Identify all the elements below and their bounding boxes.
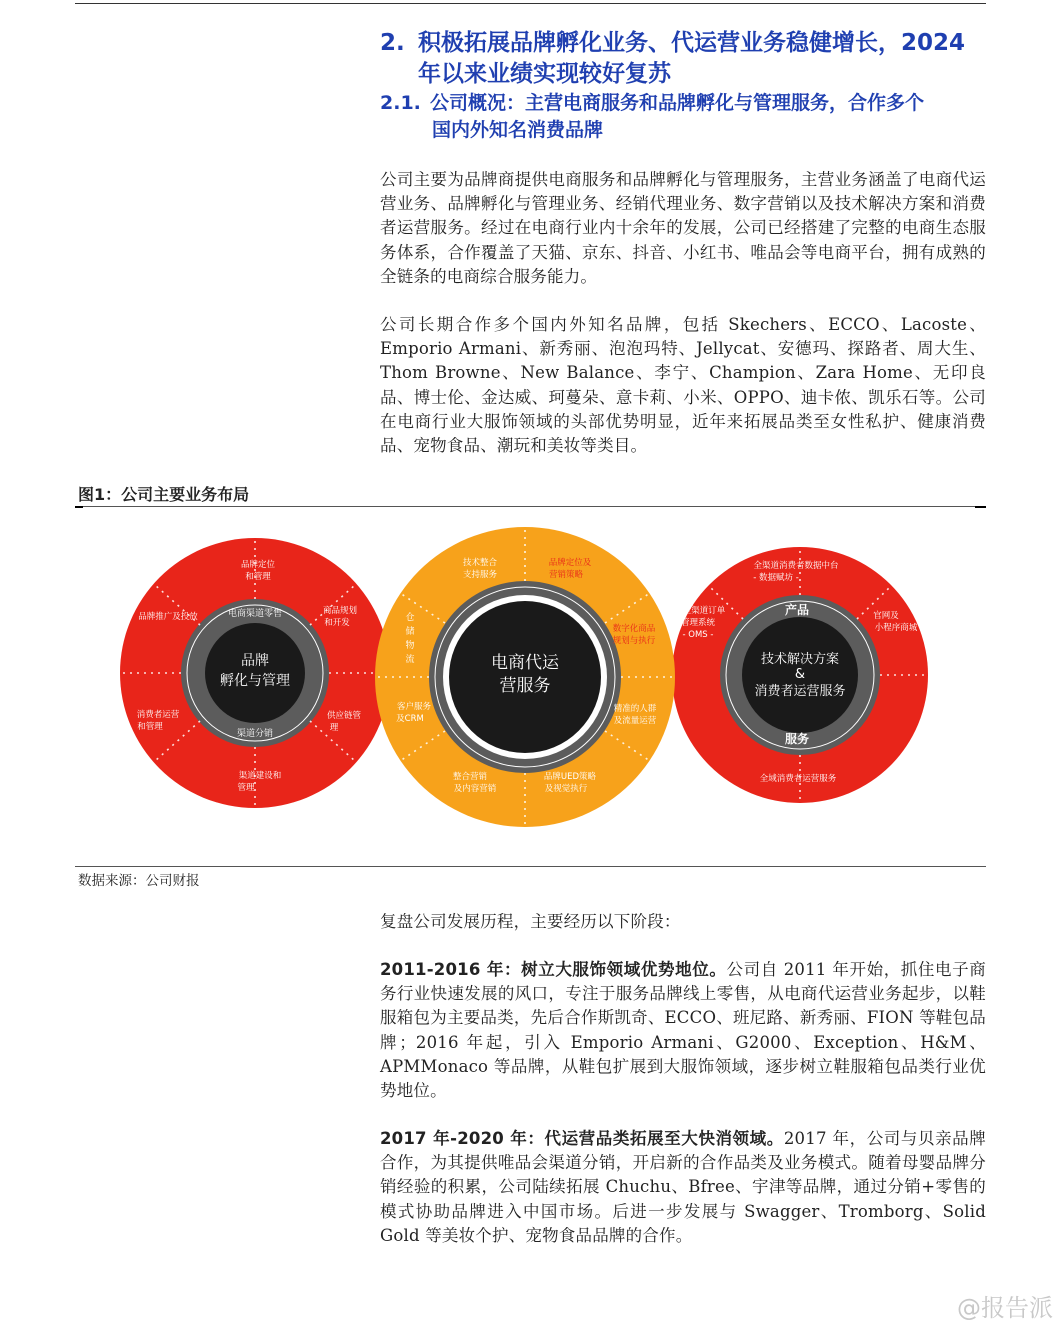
right-seg2-line3: - OMS - <box>682 630 714 640</box>
middle-center-line1: 电商代运 <box>491 653 559 673</box>
watermark: @报告派 <box>957 1294 1053 1322</box>
right-seg1-line1: 全渠道消费者数据中台 <box>753 561 839 571</box>
section-heading-line1: 积极拓展品牌孵化业务、代运营业务稳健增长，2024 <box>418 30 966 56</box>
middle-seg6-line1: 整合营销 <box>452 772 488 782</box>
brand-incubation-circle <box>120 538 390 808</box>
left-seg5-line1: 消费者运营 <box>136 710 180 720</box>
middle-seg7-line2: 及CRM <box>396 714 424 724</box>
left-seg1-line1: 品牌定位 <box>240 560 276 570</box>
source-rule <box>75 866 986 867</box>
middle-seg3-line1: 数字化商品 <box>612 624 656 634</box>
stage-2011-title: 2011-2016 年：树立大服饰领域优势地位。 <box>380 960 727 979</box>
section-number: 2. <box>380 30 405 56</box>
paragraph-stage-2017 <box>380 1127 986 1248</box>
ecommerce-operation-circle <box>375 527 675 827</box>
middle-seg2-line1: 品牌定位及 <box>548 558 592 568</box>
tech-solution-circle <box>672 547 928 803</box>
left-seg6: 品牌推广及投放 <box>138 612 198 622</box>
middle-ring-left-char2: 储 <box>405 627 415 637</box>
right-seg2-line1: 全渠道订单 <box>682 606 726 616</box>
left-seg2-line2: 和开发 <box>324 618 350 628</box>
right-center-line2: & <box>794 667 806 682</box>
left-seg3-line1: 供应链管 <box>326 711 362 721</box>
middle-seg2-line2: 营销策略 <box>548 570 584 580</box>
right-ring-top-label: 产品 <box>784 603 810 617</box>
middle-seg3-line2: 规划与执行 <box>612 636 656 646</box>
right-seg3-line2: 小程序商城 <box>874 623 918 633</box>
subsection-number: 2.1. <box>380 92 421 114</box>
right-seg3-line1: 官网及 <box>873 611 899 621</box>
section-heading <box>380 28 990 90</box>
paragraph-history-intro: 复盘公司发展历程，主要经历以下阶段： <box>380 912 681 931</box>
paragraph-brands: 公司长期合作多个国内外知名品牌，包括 Skechers、ECCO、Lacoste、Emporio Armani、新秀丽、泡泡玛特、Jellycat、安德玛、探路者、周大生、Thom Browne、New Balance、李宁、Champion、Zara Home、无印良品、博士伦、金达威、珂蔓朵、意卡莉、小米、OPPO、迪卡侬、凯乐石等。公司在电商行业大服饰领域的头部优势明显，近年来拓展品类至女性私护、健康消费品、宠物食品、潮玩和美妆等类目。 <box>380 315 986 456</box>
subsection-heading <box>380 90 990 144</box>
figure-title: 图1：公司主要业务布局 <box>78 485 250 504</box>
middle-center-line2: 营服务 <box>499 676 551 696</box>
figure-rule-cap-right <box>975 506 986 508</box>
left-seg3-line2: 理 <box>329 723 339 733</box>
middle-ring-left-char4: 流 <box>405 655 415 665</box>
stage-2017-body: 2017 年，公司与贝亲品牌合作，为其提供唯品会渠道分销，开启新的合作品类及业务模式。随着母婴品牌分销经验的积累，公司陆续拓展 Chuchu、Bfree、宇津等品牌，通过分销+零售的模式协助品牌进入中国市场。后进一步发展与 Swagger、Tromborg、Solid Gold 等美妆个护、宠物食品品牌的合作。 <box>380 1129 986 1245</box>
right-center-line3: 消费者运营服务 <box>754 684 846 699</box>
middle-ring-left-char3: 物 <box>405 641 415 651</box>
left-seg5-line2: 和管理 <box>137 722 163 732</box>
left-center-line1: 品牌 <box>241 653 269 669</box>
middle-seg1-line1: 技术整合 <box>462 558 498 568</box>
figure-rule-cap-left <box>75 506 83 508</box>
middle-seg5-line2: 及视觉执行 <box>544 784 588 794</box>
subsection-heading-line2: 国内外知名消费品牌 <box>432 119 604 141</box>
left-seg4-line2: 管理 <box>237 783 255 793</box>
right-seg2-line2: 管理系统 <box>680 618 716 628</box>
right-ring-bottom-label: 服务 <box>784 732 810 746</box>
figure-source: 数据来源：公司财报 <box>78 873 200 889</box>
right-seg1-line2: - 数据赋坊 - <box>753 573 799 583</box>
middle-seg4-line2: 及流量运营 <box>613 716 657 726</box>
right-center-line1: 技术解决方案 <box>760 652 840 667</box>
paragraph-stage-2011 <box>380 958 986 1103</box>
middle-seg7-line1: 客户服务 <box>396 702 432 712</box>
subsection-heading-line1: 公司概况：主营电商服务和品牌孵化与管理服务，合作多个 <box>430 92 925 114</box>
middle-seg4-line1: 精准的人群 <box>613 704 657 714</box>
business-layout-diagram <box>100 515 970 855</box>
stage-2017-title: 2017 年-2020 年：代运营品类拓展至大快消领域。 <box>380 1129 784 1148</box>
figure-rule <box>75 506 986 507</box>
right-seg4: 全域消费者运营服务 <box>759 774 837 784</box>
left-ring-bottom-label: 渠道分销 <box>236 729 274 739</box>
left-seg4-line1: 渠道建设和 <box>238 771 282 781</box>
left-center-line2: 孵化与管理 <box>220 673 290 689</box>
middle-seg6-line2: 及内容营销 <box>453 784 497 794</box>
paragraph-overview: 公司主要为品牌商提供电商服务和品牌孵化与管理服务，主营业务涵盖了电商代运营业务、品牌孵化与管理业务、经销代理业务、数字营销以及技术解决方案和消费者运营服务。经过在电商行业内十余年的发展，公司已经搭建了完整的电商生态服务体系，合作覆盖了天猫、京东、抖音、小红书、唯品会等电商平台，拥有成熟的全链条的电商综合服务能力。 <box>380 170 986 286</box>
left-ring-top-label: 电商渠道零售 <box>227 609 283 619</box>
middle-ring-left-char1: 仓 <box>405 613 415 623</box>
left-seg2-line1: 商品规划 <box>322 606 358 616</box>
left-seg1-line2: 和管理 <box>245 572 271 582</box>
middle-seg5-line1: 品牌UED策略 <box>543 772 597 782</box>
section-heading-line2: 年以来业绩实现较好复苏 <box>418 61 671 87</box>
middle-seg1-line2: 支持服务 <box>462 570 498 580</box>
stage-2011-body: 公司自 2011 年开始，抓住电子商务行业快速发展的风口，专注于服务品牌线上零售，从电商代运营业务起步，以鞋服箱包为主要品类，先后合作斯凯奇、ECCO、班尼路、新秀丽、FION 等鞋包品牌；2016 年起，引入 Emporio Armani、G2000、Exception、H&M、APMMonaco 等品牌，从鞋包扩展到大服饰领域，逐步树立鞋服箱包品类行业优势地位。 <box>380 960 986 1101</box>
top-rule <box>75 3 986 4</box>
